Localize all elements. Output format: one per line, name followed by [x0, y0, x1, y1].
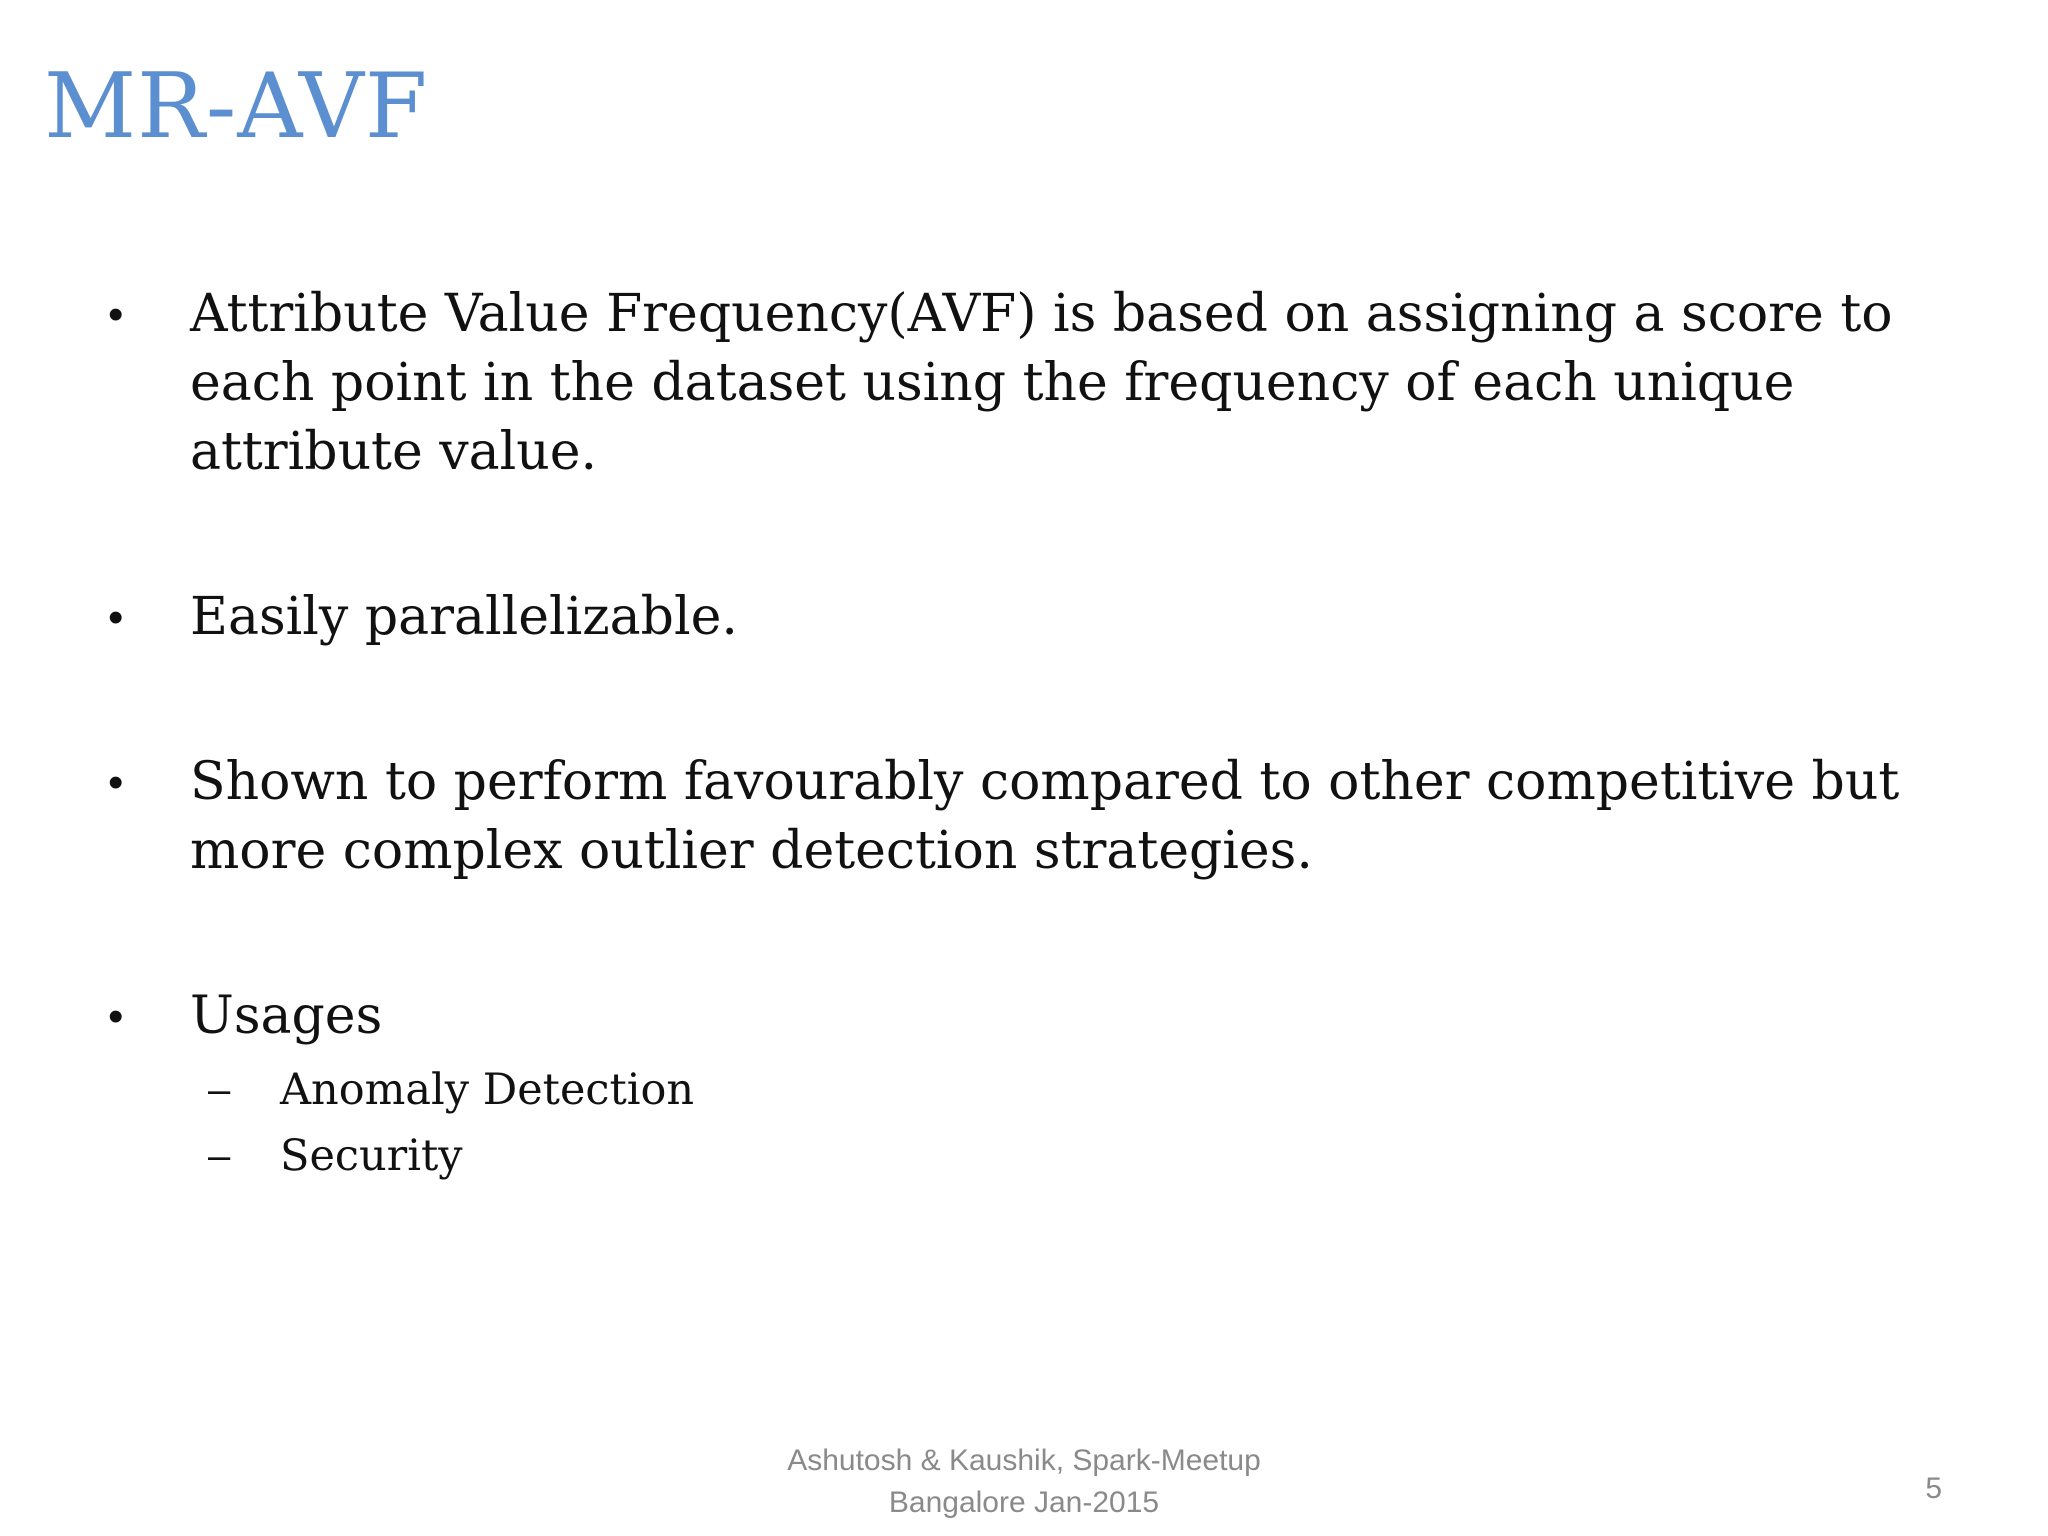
- bullet-item: [108, 982, 1948, 1051]
- dash-icon: –: [208, 1068, 231, 1112]
- dash-icon: –: [208, 1134, 231, 1178]
- bullet-text: Usages: [190, 986, 383, 1046]
- footer-line-2: Bangalore Jan-2015: [888, 1486, 1160, 1519]
- slide-title: MR-AVF: [44, 54, 429, 159]
- bullet-item: [108, 280, 1948, 487]
- sub-item: [108, 1123, 1948, 1189]
- page-number: 5: [1925, 1472, 1942, 1505]
- sub-item-text: Anomaly Detection: [280, 1065, 695, 1115]
- sub-item-text: Security: [280, 1131, 463, 1181]
- bullet-icon: •: [108, 992, 124, 1041]
- bullet-text: Easily parallelizable.: [190, 587, 738, 647]
- footer: [0, 1440, 2048, 1524]
- bullet-item: [108, 748, 1948, 886]
- sub-item: [108, 1057, 1948, 1123]
- bullet-text: Attribute Value Frequency(AVF) is based on assigning a score to each point in the dataset using the frequency of each unique attribute value.: [190, 284, 1893, 482]
- bullet-item: [108, 583, 1948, 652]
- bullet-icon: •: [108, 758, 124, 807]
- bullet-text: Shown to perform favourably compared to other competitive but more complex outlier detection strategies.: [190, 752, 1900, 881]
- bullet-list: [108, 280, 1948, 1189]
- sub-list: [108, 1057, 1948, 1189]
- bullet-icon: •: [108, 593, 124, 642]
- bullet-icon: •: [108, 290, 124, 339]
- footer-line-1: Ashutosh & Kaushik, Spark-Meetup: [787, 1444, 1261, 1477]
